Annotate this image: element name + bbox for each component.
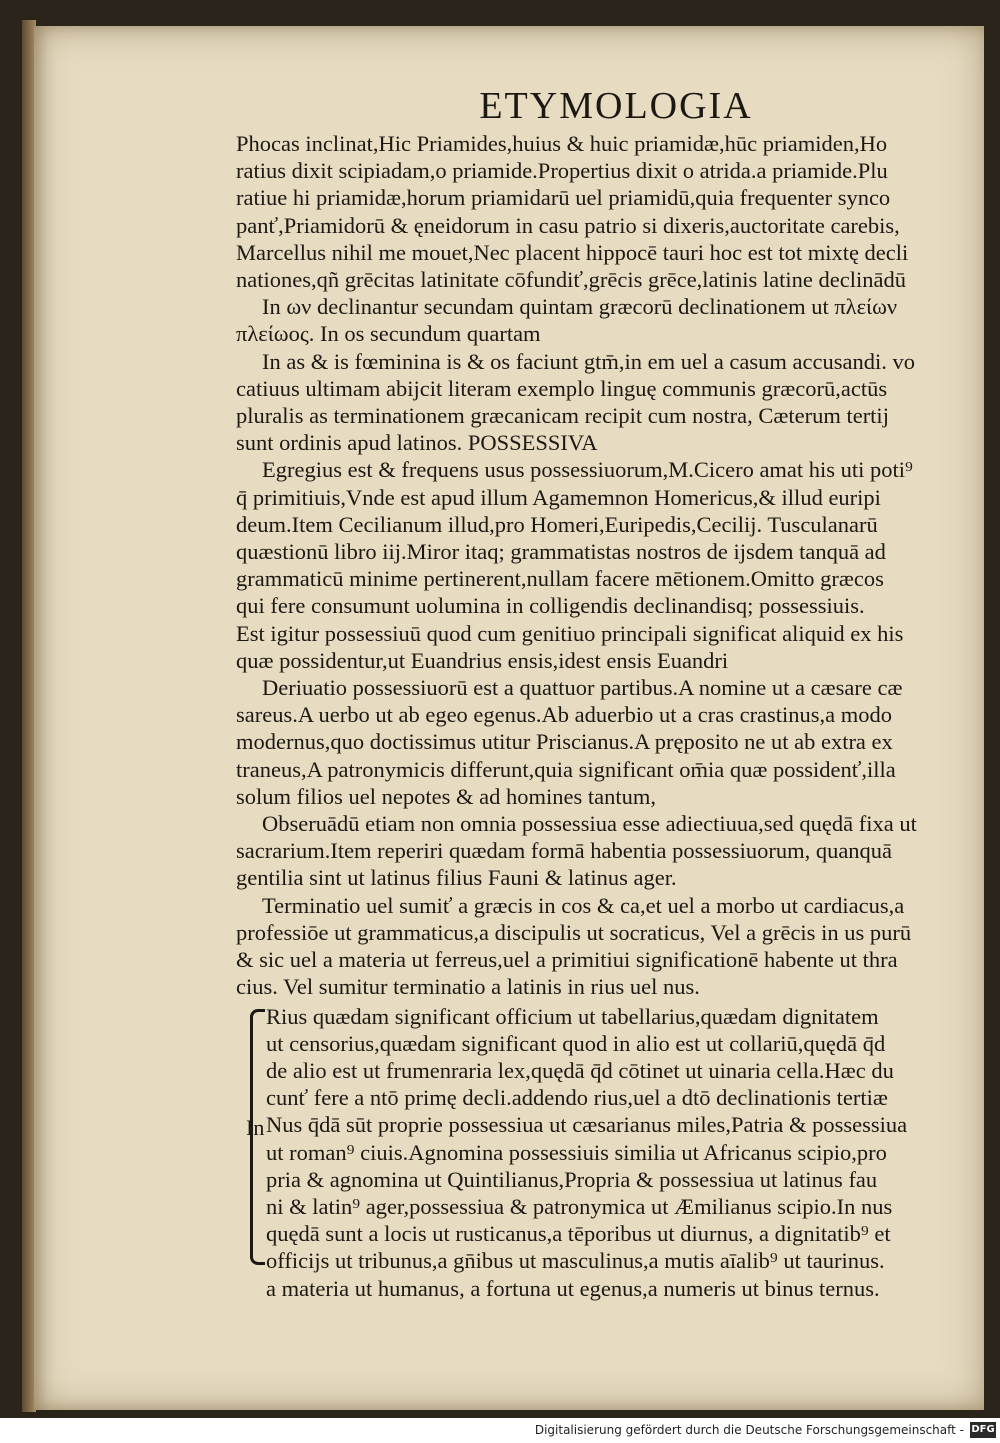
paragraph — [236, 892, 926, 1001]
bracket-line: a materia ut humanus, a fortuna ut egenus,a numeris ut binus ternus. — [266, 1275, 880, 1301]
bracket-line: officijs ut tribunus,a gn̄ibus ut masculinus,a mutis aīalib⁹ ut taurinus. — [266, 1248, 885, 1274]
text-line: qui fere consumunt uolumina in colligendis declinandisq; possessiuis. — [236, 593, 865, 619]
dfg-logo: DFG — [970, 1422, 996, 1438]
text-line: quæstionū libro iij.Miror itaq; grammatistas nostros de ijsdem tanquā ad — [236, 539, 886, 565]
text-line: sunt ordinis apud latinos. POSSESSIVA — [236, 430, 598, 456]
text-line: In as & is fœminina is & os faciunt gtm̄,in em uel a casum accusandi. vo — [262, 348, 915, 374]
paragraphs — [236, 130, 926, 1001]
bracket-label: In — [246, 1114, 265, 1140]
bracket-line: pria & agnomina ut Quintilianus,Propria & possessiua ut latinus fau — [266, 1166, 878, 1192]
page-heading: ETYMOLOGIA — [479, 85, 753, 127]
text-line: panť,Priamidorū & ęneidorum in casu patrio si dixeris,auctoritate carebis, — [236, 212, 900, 238]
paragraph — [236, 293, 926, 347]
text-block — [236, 86, 926, 1302]
text-line: Phocas inclinat,Hic Priamides,huius & huic priamidæ,hūc priamiden,Ho — [236, 131, 888, 156]
text-line: ratius dixit scipiadam,o priamide.Propertius dixit o atrida.a priamide.Plu — [236, 158, 888, 184]
bracket-section — [236, 1003, 926, 1302]
text-line: Egregius est & frequens usus possessiuorum,M.Cicero amat his uti poti⁹ — [262, 457, 913, 483]
text-line: sacrarium.Item reperiri quædam formā habentia possessiuorum, quanquā — [236, 838, 893, 864]
text-line: & sic uel a materia ut ferreus,uel a primitiui significationē habente ut thra — [236, 947, 898, 973]
text-line: Terminatio uel sumiť a græcis in cos & ca,et uel a morbo ut cardiacus,a — [262, 892, 905, 918]
text-line: Obseruādū etiam non omnia possessiua esse adiectiuua,sed quędā fixa ut — [262, 811, 917, 837]
bracket-line: Rius quædam significant officium ut tabellarius,quædam dignitatem — [266, 1003, 879, 1029]
text-line: grammaticū minime pertinerent,nullam facere mētionem.Omitto græcos — [236, 566, 884, 592]
paragraph — [236, 674, 926, 810]
text-line: Marcellus nihil me mouet,Nec placent hippocē tauri hoc est tot mixtę decli — [236, 239, 909, 265]
text-line: Est igitur possessiuū quod cum genitiuo principali significat aliquid ex his — [236, 620, 904, 646]
bracket-line: de alio est ut frumenraria lex,quędā q̄d cōtinet ut uinaria cella.Hæc du — [266, 1057, 894, 1083]
text-line: pluralis as terminationem græcanicam recipit cum nostra, Cæterum tertij — [236, 403, 889, 429]
text-line: deum.Item Cecilianum illud,pro Homeri,Euripedis,Cecilij. Tusculanarū — [236, 511, 878, 537]
bracket-line: quędā sunt a locis ut rusticanus,a tēporibus ut diurnus, a dignitatib⁹ et — [266, 1221, 891, 1247]
footer-bar — [0, 1418, 1000, 1443]
bracket-text — [266, 1003, 926, 1302]
text-line: gentilia sint ut latinus filius Fauni & latinus ager. — [236, 865, 677, 891]
text-line: cius. Vel sumitur terminatio a latinis in rius uel nus. — [236, 974, 700, 1000]
footer-credit: Digitalisierung gefördert durch die Deutsche Forschungsgemeinschaft - — [534, 1423, 964, 1437]
text-line: traneus,A patronymicis differunt,quia significant om̄ia quæ possidenť,illa — [236, 756, 896, 782]
bracket-line: ni & latin⁹ ager,possessiua & patronymica ut Æmilianus scipio.In nus — [266, 1193, 893, 1219]
text-line: modernus,quo doctissimus utitur Priscianus.A pręposito ne ut ab extra ex — [236, 729, 893, 755]
text-line: professiōe ut grammaticus,a discipulis ut socraticus, Vel a grēcis in us purū — [236, 919, 912, 945]
text-line: sareus.A uerbo ut ab egeo egenus.Ab aduerbio ut a cras crastinus,a modo — [236, 702, 893, 728]
paragraph — [236, 810, 926, 892]
text-line: Deriuatio possessiuorū est a quattuor partibus.A nomine ut a cæsare cæ — [262, 675, 903, 701]
text-line: πλείωος. In os secundum quartam — [236, 321, 541, 347]
text-line: In ων declinantur secundam quintam græcorū declinationem ut πλείων — [262, 294, 898, 320]
text-line: catiuus ultimam abijcit literam exemplo linguę communis græcorū,actūs — [236, 375, 888, 401]
bracket-line: ut censorius,quædam significant quod in alio est ut collariū,quędā q̄d — [266, 1030, 886, 1056]
text-line: solum filios uel nepotes & ad homines tantum, — [236, 783, 656, 809]
paragraph — [236, 348, 926, 457]
paragraph — [236, 456, 926, 619]
bracket-line: Nus q̄dā sūt proprie possessiua ut cæsarianus miles,Patria & possessiua — [266, 1112, 908, 1138]
text-line: q̄ primitiuis,Vnde est apud illum Agamemnon Homericus,& illud euripi — [236, 484, 881, 510]
text-line: quæ possidentur,ut Euandrius ensis,idest ensis Euandri — [236, 647, 729, 673]
paragraph — [236, 130, 926, 293]
text-line: nationes,qñ grēcitas latinitate cōfundiť,grēcis grēce,latinis latine declinādū — [236, 267, 906, 293]
bracket-line: cunť fere a ntō primę decli.addendo rius,uel a dtō declinationis tertiæ — [266, 1085, 888, 1111]
text-line: ratiue hi priamidæ,horum priamidarū uel priamidū,quia frequenter synco — [236, 185, 891, 211]
paragraph — [236, 620, 926, 674]
bracket-line: ut roman⁹ ciuis.Agnomina possessiuis similia ut Africanus scipio,pro — [266, 1139, 887, 1165]
